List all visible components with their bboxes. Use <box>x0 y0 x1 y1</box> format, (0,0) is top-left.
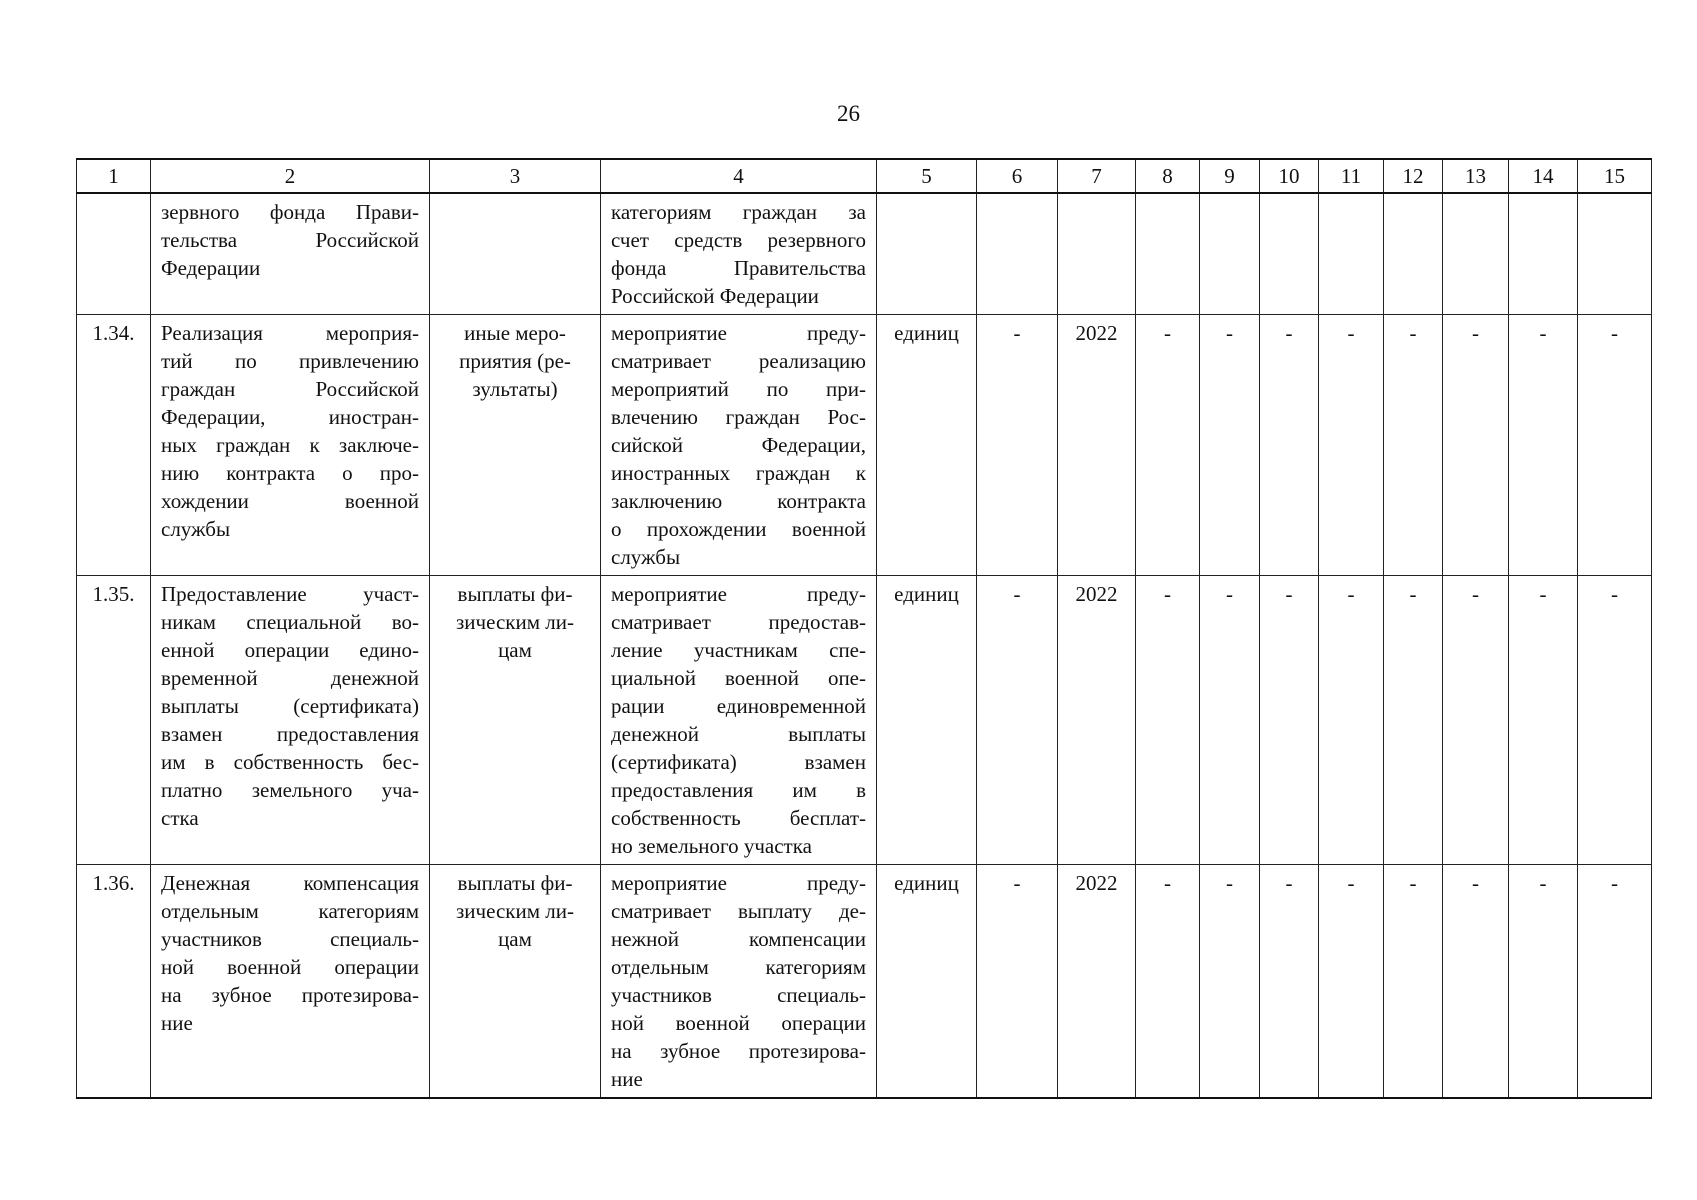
column-header-10: 10 <box>1260 159 1319 193</box>
name-line: Федерации <box>161 256 261 280</box>
desc-line: циальной военной опе- <box>611 666 866 690</box>
column-15-value: - <box>1578 865 1652 1099</box>
name-line: платно земельного уча- <box>161 778 419 802</box>
type-line: цам <box>498 927 532 951</box>
desc-line: счет средств резервного <box>611 228 866 252</box>
desc-line: сматривает выплату де- <box>611 899 866 923</box>
table-row <box>77 315 1652 576</box>
measure-type <box>430 193 601 315</box>
type-line: выплаты фи- <box>457 582 573 606</box>
desc-line: о прохождении военной <box>611 517 866 541</box>
measure-name <box>151 315 430 576</box>
name-line: службы <box>161 517 231 541</box>
name-line: Федерации, иностран- <box>161 405 419 429</box>
column-header-3: 3 <box>430 159 601 193</box>
table-row <box>77 576 1652 865</box>
measure-type <box>430 865 601 1099</box>
column-header-2: 2 <box>151 159 430 193</box>
name-line: ние <box>161 1011 193 1035</box>
column-8-value <box>1136 193 1200 315</box>
measure-description <box>601 576 877 865</box>
desc-line: службы <box>611 545 681 569</box>
page-number: 26 <box>837 101 860 126</box>
desc-line: Российской Федерации <box>611 284 819 308</box>
column-8-value: - <box>1136 315 1200 576</box>
name-line: на зубное протезирова- <box>161 983 419 1007</box>
desc-line: мероприятие преду- <box>611 871 866 895</box>
desc-line: иностранных граждан к <box>611 461 866 485</box>
desc-line: участников специаль- <box>611 983 866 1007</box>
type-line: зическим ли- <box>456 610 574 634</box>
column-13-value: - <box>1443 315 1509 576</box>
name-line: Денежная компенсация <box>161 871 419 895</box>
measure-name <box>151 865 430 1099</box>
column-header-12: 12 <box>1384 159 1443 193</box>
year-value: 2022 <box>1058 315 1136 576</box>
desc-line: собственность бесплат- <box>611 806 866 830</box>
column-header-11: 11 <box>1319 159 1384 193</box>
name-line: ных граждан к заключе- <box>161 433 419 457</box>
name-line: Реализация мероприя- <box>161 321 419 345</box>
header-row <box>77 159 1652 193</box>
name-line: ной военной операции <box>161 955 419 979</box>
column-15-value: - <box>1578 315 1652 576</box>
column-12-value: - <box>1384 315 1443 576</box>
desc-line: мероприятие преду- <box>611 582 866 606</box>
column-header-7: 7 <box>1058 159 1136 193</box>
desc-line: рации единовременной <box>611 694 866 718</box>
column-8-value: - <box>1136 576 1200 865</box>
column-6-value <box>977 193 1058 315</box>
type-line: приятия (ре- <box>459 349 571 373</box>
name-line: тельства Российской <box>161 228 419 252</box>
column-13-value: - <box>1443 865 1509 1099</box>
type-line: зическим ли- <box>456 899 574 923</box>
column-10-value: - <box>1260 576 1319 865</box>
table-row <box>77 193 1652 315</box>
desc-line: нежной компенсации <box>611 927 866 951</box>
name-line: зервного фонда Прави- <box>161 200 419 224</box>
measure-description <box>601 865 877 1099</box>
desc-line: влечению граждан Рос- <box>611 405 866 429</box>
column-10-value <box>1260 193 1319 315</box>
column-11-value: - <box>1319 576 1384 865</box>
column-header-1: 1 <box>77 159 151 193</box>
table-row <box>77 865 1652 1099</box>
column-6-value: - <box>977 865 1058 1099</box>
year-value: 2022 <box>1058 865 1136 1099</box>
desc-line: ление участникам спе- <box>611 638 866 662</box>
column-14-value: - <box>1509 865 1578 1099</box>
column-header-8: 8 <box>1136 159 1200 193</box>
desc-line: категориям граждан за <box>611 200 866 224</box>
column-11-value: - <box>1319 315 1384 576</box>
measure-unit: единиц <box>877 576 977 865</box>
type-line: цам <box>498 638 532 662</box>
desc-line: ной военной операции <box>611 1011 866 1035</box>
column-header-6: 6 <box>977 159 1058 193</box>
column-15-value: - <box>1578 576 1652 865</box>
column-header-9: 9 <box>1200 159 1260 193</box>
column-6-value: - <box>977 315 1058 576</box>
column-9-value: - <box>1200 315 1260 576</box>
column-header-14: 14 <box>1509 159 1578 193</box>
column-6-value: - <box>977 576 1058 865</box>
name-line: стка <box>161 806 199 830</box>
year-value: 2022 <box>1058 576 1136 865</box>
name-line: граждан Российской <box>161 377 419 401</box>
type-line: иные меро- <box>464 321 566 345</box>
measure-name <box>151 576 430 865</box>
desc-line: ние <box>611 1067 643 1091</box>
column-10-value: - <box>1260 865 1319 1099</box>
type-line: выплаты фи- <box>457 871 573 895</box>
desc-line: денежной выплаты <box>611 722 866 746</box>
column-header-15: 15 <box>1578 159 1652 193</box>
measure-unit: единиц <box>877 315 977 576</box>
name-line: временной денежной <box>161 666 419 690</box>
desc-line: (сертификата) взамен <box>611 750 866 774</box>
row-number: 1.34. <box>77 315 151 576</box>
column-9-value: - <box>1200 865 1260 1099</box>
name-line: взамен предоставления <box>161 722 419 746</box>
name-line: никам специальной во- <box>161 610 419 634</box>
column-13-value: - <box>1443 576 1509 865</box>
desc-line: но земельного участка <box>611 834 812 858</box>
desc-line: на зубное протезирова- <box>611 1039 866 1063</box>
column-12-value: - <box>1384 865 1443 1099</box>
measure-name <box>151 193 430 315</box>
name-line: выплаты (сертификата) <box>161 694 419 718</box>
name-line: хождении военной <box>161 489 419 513</box>
name-line: им в собственность бес- <box>161 750 419 774</box>
column-9-value <box>1200 193 1260 315</box>
year-value <box>1058 193 1136 315</box>
column-10-value: - <box>1260 315 1319 576</box>
desc-line: сийской Федерации, <box>611 433 866 457</box>
column-14-value <box>1509 193 1578 315</box>
column-header-5: 5 <box>877 159 977 193</box>
name-line: отдельным категориям <box>161 899 419 923</box>
desc-line: предоставления им в <box>611 778 866 802</box>
row-number: 1.36. <box>77 865 151 1099</box>
column-13-value <box>1443 193 1509 315</box>
measures-table <box>76 158 1652 1099</box>
desc-line: заключению контракта <box>611 489 866 513</box>
column-12-value <box>1384 193 1443 315</box>
column-8-value: - <box>1136 865 1200 1099</box>
column-14-value: - <box>1509 315 1578 576</box>
column-11-value: - <box>1319 865 1384 1099</box>
name-line: нию контракта о про- <box>161 461 419 485</box>
desc-line: мероприятий по при- <box>611 377 866 401</box>
measure-unit <box>877 193 977 315</box>
type-line: зультаты) <box>472 377 558 401</box>
measure-unit: единиц <box>877 865 977 1099</box>
desc-line: сматривает реализацию <box>611 349 866 373</box>
column-header-4: 4 <box>601 159 877 193</box>
desc-line: фонда Правительства <box>611 256 866 280</box>
column-9-value: - <box>1200 576 1260 865</box>
desc-line: отдельным категориям <box>611 955 866 979</box>
measure-description <box>601 315 877 576</box>
column-15-value <box>1578 193 1652 315</box>
column-14-value: - <box>1509 576 1578 865</box>
name-line: тий по привлечению <box>161 349 419 373</box>
measure-type <box>430 576 601 865</box>
measure-type <box>430 315 601 576</box>
row-number: 1.35. <box>77 576 151 865</box>
name-line: участников специаль- <box>161 927 419 951</box>
column-12-value: - <box>1384 576 1443 865</box>
desc-line: сматривает предостав- <box>611 610 866 634</box>
name-line: енной операции едино- <box>161 638 419 662</box>
column-header-13: 13 <box>1443 159 1509 193</box>
desc-line: мероприятие преду- <box>611 321 866 345</box>
name-line: Предоставление участ- <box>161 582 419 606</box>
column-11-value <box>1319 193 1384 315</box>
row-number <box>77 193 151 315</box>
measure-description <box>601 193 877 315</box>
